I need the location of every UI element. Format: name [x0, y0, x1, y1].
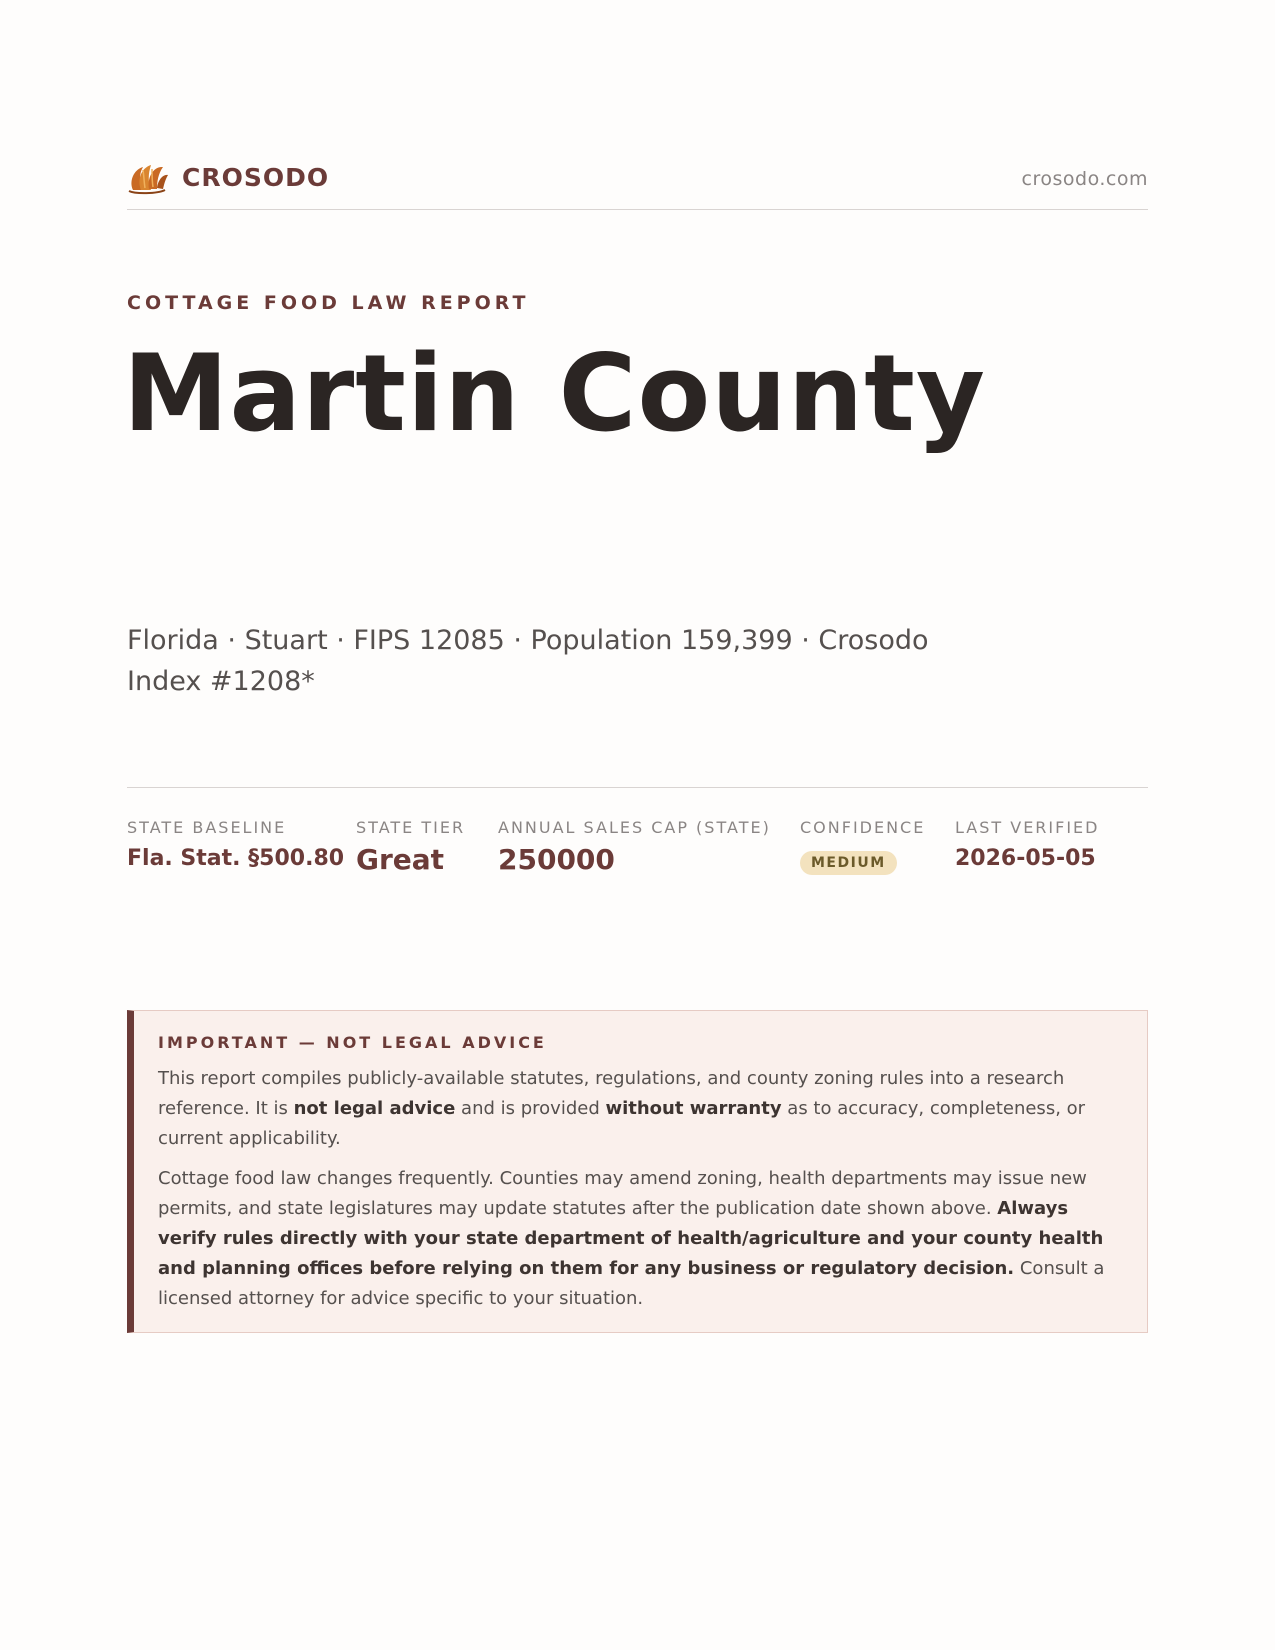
facts-row: [127, 787, 1148, 897]
fact-value: Great: [356, 843, 445, 876]
fact-confidence: [800, 818, 925, 875]
disclaimer-text: Consult a licensed attorney for advice specific to your situation.: [158, 1258, 1105, 1309]
disclaimer-emphasis: Always verify rules directly with your state department of health/agriculture and your county health and planning offices before relying on them for any business or regulatory decision.: [158, 1198, 1104, 1279]
fact-state-tier: [356, 818, 465, 876]
county-subtitle: Florida · Stuart · FIPS 12085 · Population 159,399 · Crosodo Index #1208*: [127, 625, 929, 697]
page-title: Martin County: [123, 332, 986, 455]
page-header: [127, 158, 1148, 210]
disclaimer-text: This report compiles publicly-available statutes, regulations, and county zoning rules into a research reference. It is: [158, 1068, 1065, 1119]
disclaimer-text: as to accuracy, completeness, or current applicability.: [158, 1098, 1086, 1149]
disclaimer-text: Cottage food law changes frequently. Counties may amend zoning, health departments may issue new permits, and state legislatures may update statutes after the publication date shown above.: [158, 1168, 1087, 1219]
fact-value: 2026-05-05: [955, 846, 1096, 871]
site-domain[interactable]: crosodo.com: [1021, 168, 1148, 190]
fact-label: CONFIDENCE: [800, 818, 926, 837]
disclaimer-title: IMPORTANT — NOT LEGAL ADVICE: [158, 1033, 547, 1052]
disclaimer-text: and is provided: [455, 1098, 606, 1119]
fact-value: Fla. Stat. §500.80: [127, 846, 345, 871]
croissant-icon: [127, 160, 169, 198]
fact-last-verified: [955, 818, 1099, 871]
fact-label: STATE TIER: [356, 818, 466, 837]
confidence-badge: MEDIUM: [800, 851, 897, 875]
disclaimer-emphasis: not legal advice: [293, 1098, 456, 1119]
disclaimer-emphasis: without warranty: [605, 1098, 782, 1119]
fact-state-baseline: [127, 818, 344, 871]
fact-label: ANNUAL SALES CAP (STATE): [498, 818, 771, 837]
fact-label: LAST VERIFIED: [955, 818, 1100, 837]
disclaimer-paragraph: [158, 1164, 1121, 1314]
brand-name: CROSODO: [182, 163, 330, 192]
disclaimer-paragraph: [158, 1064, 1121, 1154]
fact-value: 250000: [498, 843, 615, 876]
report-type-label: COTTAGE FOOD LAW REPORT: [127, 292, 530, 314]
fact-sales-cap: [498, 818, 771, 876]
fact-label: STATE BASELINE: [127, 818, 287, 837]
legal-disclaimer: [127, 1010, 1148, 1333]
